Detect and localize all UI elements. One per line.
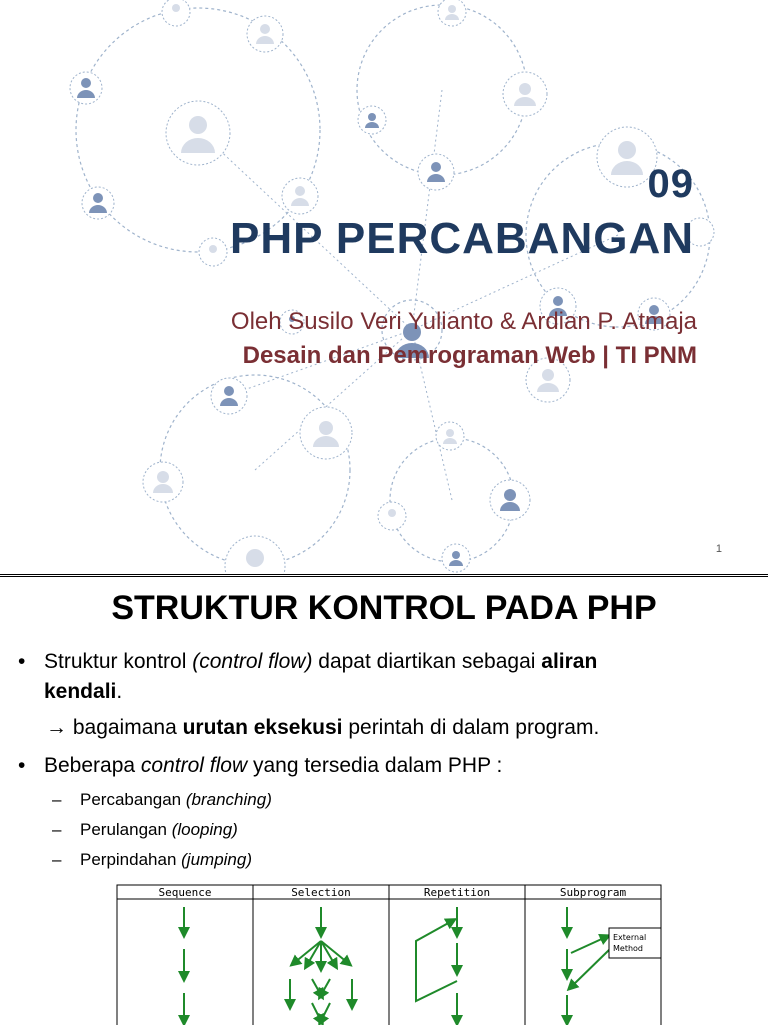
external-method-box bbox=[609, 928, 661, 958]
right-arrow-icon: → bbox=[46, 716, 67, 739]
person-icon bbox=[82, 187, 114, 219]
person-icon bbox=[143, 462, 183, 502]
arrow-explanation bbox=[46, 713, 599, 743]
person-icon bbox=[162, 0, 190, 26]
person-icons bbox=[70, 0, 714, 574]
person-icon bbox=[225, 536, 285, 574]
sub-item-italic: (branching) bbox=[185, 790, 272, 809]
column-header-subprogram: Subprogram bbox=[559, 886, 627, 899]
bullet-text: dapat diartikan sebagai bbox=[312, 650, 542, 673]
person-icon bbox=[282, 178, 318, 214]
dash-marker: – bbox=[52, 820, 62, 839]
person-icon bbox=[436, 422, 464, 450]
person-icon bbox=[211, 378, 247, 414]
bullet-dot: • bbox=[18, 650, 26, 673]
person-icon bbox=[300, 407, 352, 459]
person-icon bbox=[378, 502, 406, 530]
control-flow-diagram bbox=[116, 883, 664, 1025]
content-slide bbox=[0, 576, 768, 1025]
chapter-number: 09 bbox=[647, 162, 694, 206]
bullet-text: yang tersedia dalam PHP : bbox=[247, 754, 503, 777]
person-icon bbox=[490, 480, 530, 520]
bullet-text: Struktur kontrol bbox=[44, 650, 193, 673]
page-number: 1 bbox=[715, 543, 722, 555]
slide-title: PHP PERCABANGAN bbox=[229, 214, 694, 263]
bullet-item bbox=[18, 647, 738, 677]
bullet-text: bagaimana bbox=[67, 716, 183, 739]
column-header-selection: Selection bbox=[291, 886, 351, 899]
dash-marker: – bbox=[52, 790, 62, 809]
person-icon bbox=[418, 154, 454, 190]
person-icon bbox=[503, 72, 547, 116]
sub-item-looping bbox=[52, 819, 238, 841]
bullet-bold: kendali bbox=[44, 680, 117, 703]
sub-item-branching bbox=[52, 789, 272, 811]
bullet-italic: (control flow) bbox=[192, 650, 313, 673]
sub-item-label: Percabangan bbox=[80, 790, 186, 809]
external-method-label-2: Method bbox=[613, 944, 644, 953]
sub-item-label: Perpindahan bbox=[80, 850, 182, 869]
column-header-repetition: Repetition bbox=[423, 886, 491, 899]
external-method-label-1: External bbox=[613, 933, 647, 942]
bullet-item bbox=[18, 751, 502, 781]
bullet-text: . bbox=[116, 680, 123, 703]
person-icon bbox=[358, 106, 386, 134]
bullet-italic: control flow bbox=[140, 754, 248, 777]
authors-line: Oleh Susilo Veri Yulianto & Ardian P. Atmaja bbox=[230, 308, 697, 335]
person-icon bbox=[247, 16, 283, 52]
bullet-dot: • bbox=[18, 754, 26, 777]
person-icon bbox=[166, 101, 230, 165]
sub-item-italic: (jumping) bbox=[181, 850, 252, 869]
sub-item-label: Perulangan bbox=[80, 820, 172, 839]
bullet-text: perintah di dalam program. bbox=[342, 716, 600, 739]
dash-marker: – bbox=[52, 850, 62, 869]
column-header-sequence: Sequence bbox=[158, 886, 212, 899]
content-slide-title: STRUKTUR KONTROL PADA PHP bbox=[111, 589, 657, 627]
sub-item-italic: (looping) bbox=[171, 820, 238, 839]
course-line: Desain dan Pemrograman Web | TI PNM bbox=[242, 342, 697, 369]
bullet-continuation bbox=[44, 677, 122, 707]
person-icon bbox=[442, 544, 470, 572]
sub-item-jumping bbox=[52, 849, 252, 871]
bullet-bold: aliran bbox=[541, 650, 598, 673]
person-icon bbox=[438, 0, 466, 26]
bullet-text: Beberapa bbox=[44, 754, 141, 777]
person-icon bbox=[199, 238, 227, 266]
person-icon bbox=[70, 72, 102, 104]
bullet-bold: urutan eksekusi bbox=[182, 716, 343, 739]
